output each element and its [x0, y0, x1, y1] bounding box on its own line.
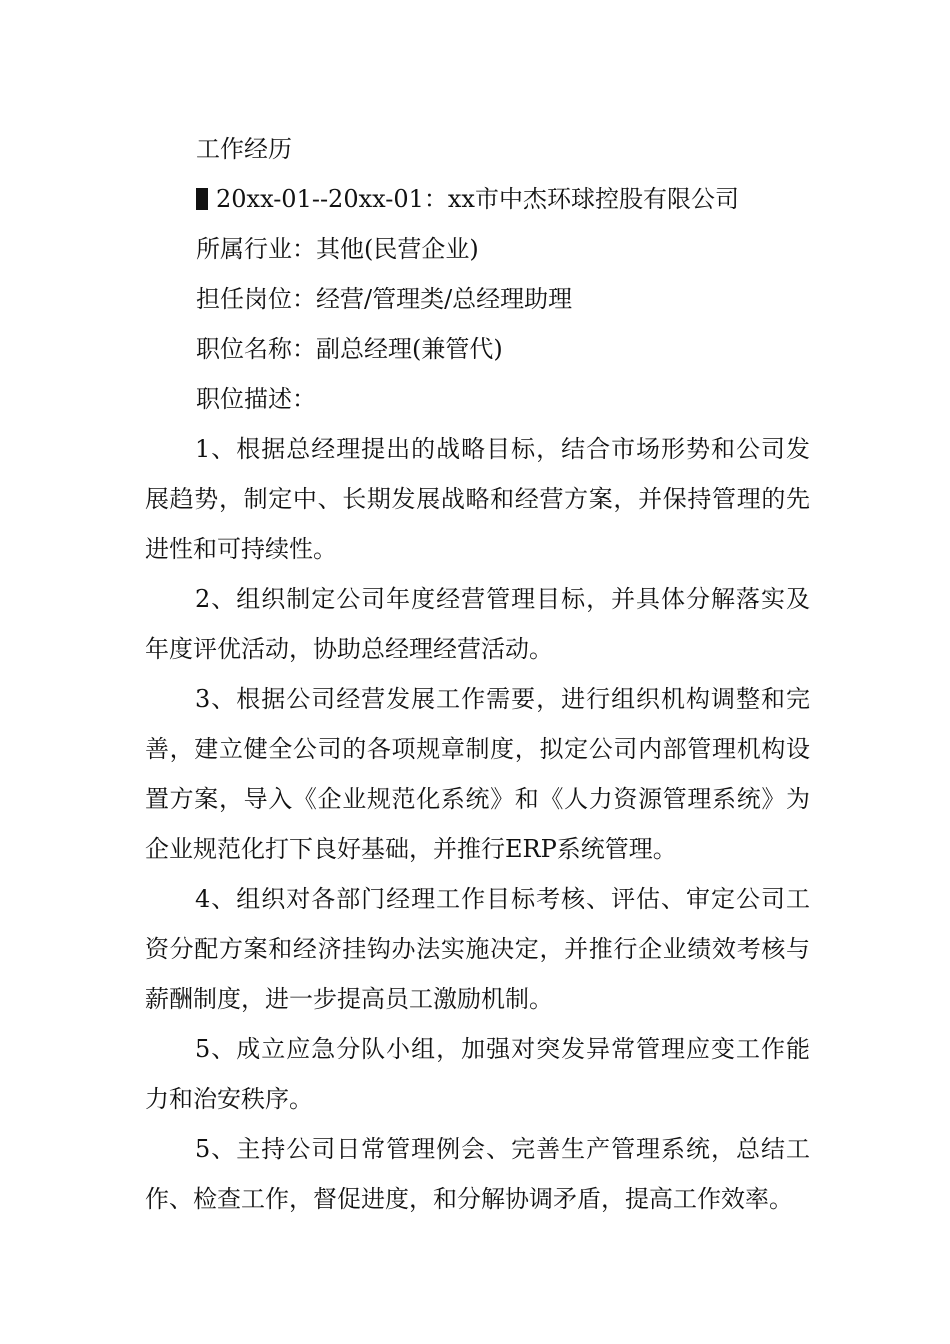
entry-period-company-text: 20xx-01--20xx-01：xx市中杰环球控股有限公司 — [216, 185, 739, 213]
description-paragraph-2: 2、组织制定公司年度经营管理目标，并具体分解落实及年度评优活动，协助总经理经营活动。 — [145, 585, 810, 663]
entry-period-company — [196, 183, 739, 215]
section-title: 工作经历 — [196, 135, 292, 163]
description-paragraph-5: 5、成立应急分队小组，加强对突发异常管理应变工作能力和治安秩序。 — [145, 1035, 810, 1113]
description-paragraph-6: 5、主持公司日常管理例会、完善生产管理系统，总结工作、检查工作，督促进度，和分解协调矛盾，提高工作效率。 — [145, 1135, 810, 1213]
entry-position: 担任岗位：经营/管理类/总经理助理 — [196, 285, 573, 313]
square-bullet-icon — [196, 188, 208, 210]
description-paragraph-3: 3、根据公司经营发展工作需要，进行组织机构调整和完善，建立健全公司的各项规章制度，拟定公司内部管理机构设置方案，导入《企业规范化系统》和《人力资源管理系统》为企业规范化打下良好基础，并推行ERP系统管理。 — [145, 685, 810, 863]
description-paragraph-4: 4、组织对各部门经理工作目标考核、评估、审定公司工资分配方案和经济挂钩办法实施决定，并推行企业绩效考核与薪酬制度，进一步提高员工激励机制。 — [145, 885, 810, 1013]
entry-industry: 所属行业：其他(民营企业) — [196, 235, 479, 263]
description-paragraph-1: 1、根据总经理提出的战略目标，结合市场形势和公司发展趋势，制定中、长期发展战略和经营方案，并保持管理的先进性和可持续性。 — [145, 435, 810, 563]
entry-description-label: 职位描述： — [196, 385, 316, 413]
entry-title: 职位名称：副总经理(兼管代) — [196, 335, 503, 363]
